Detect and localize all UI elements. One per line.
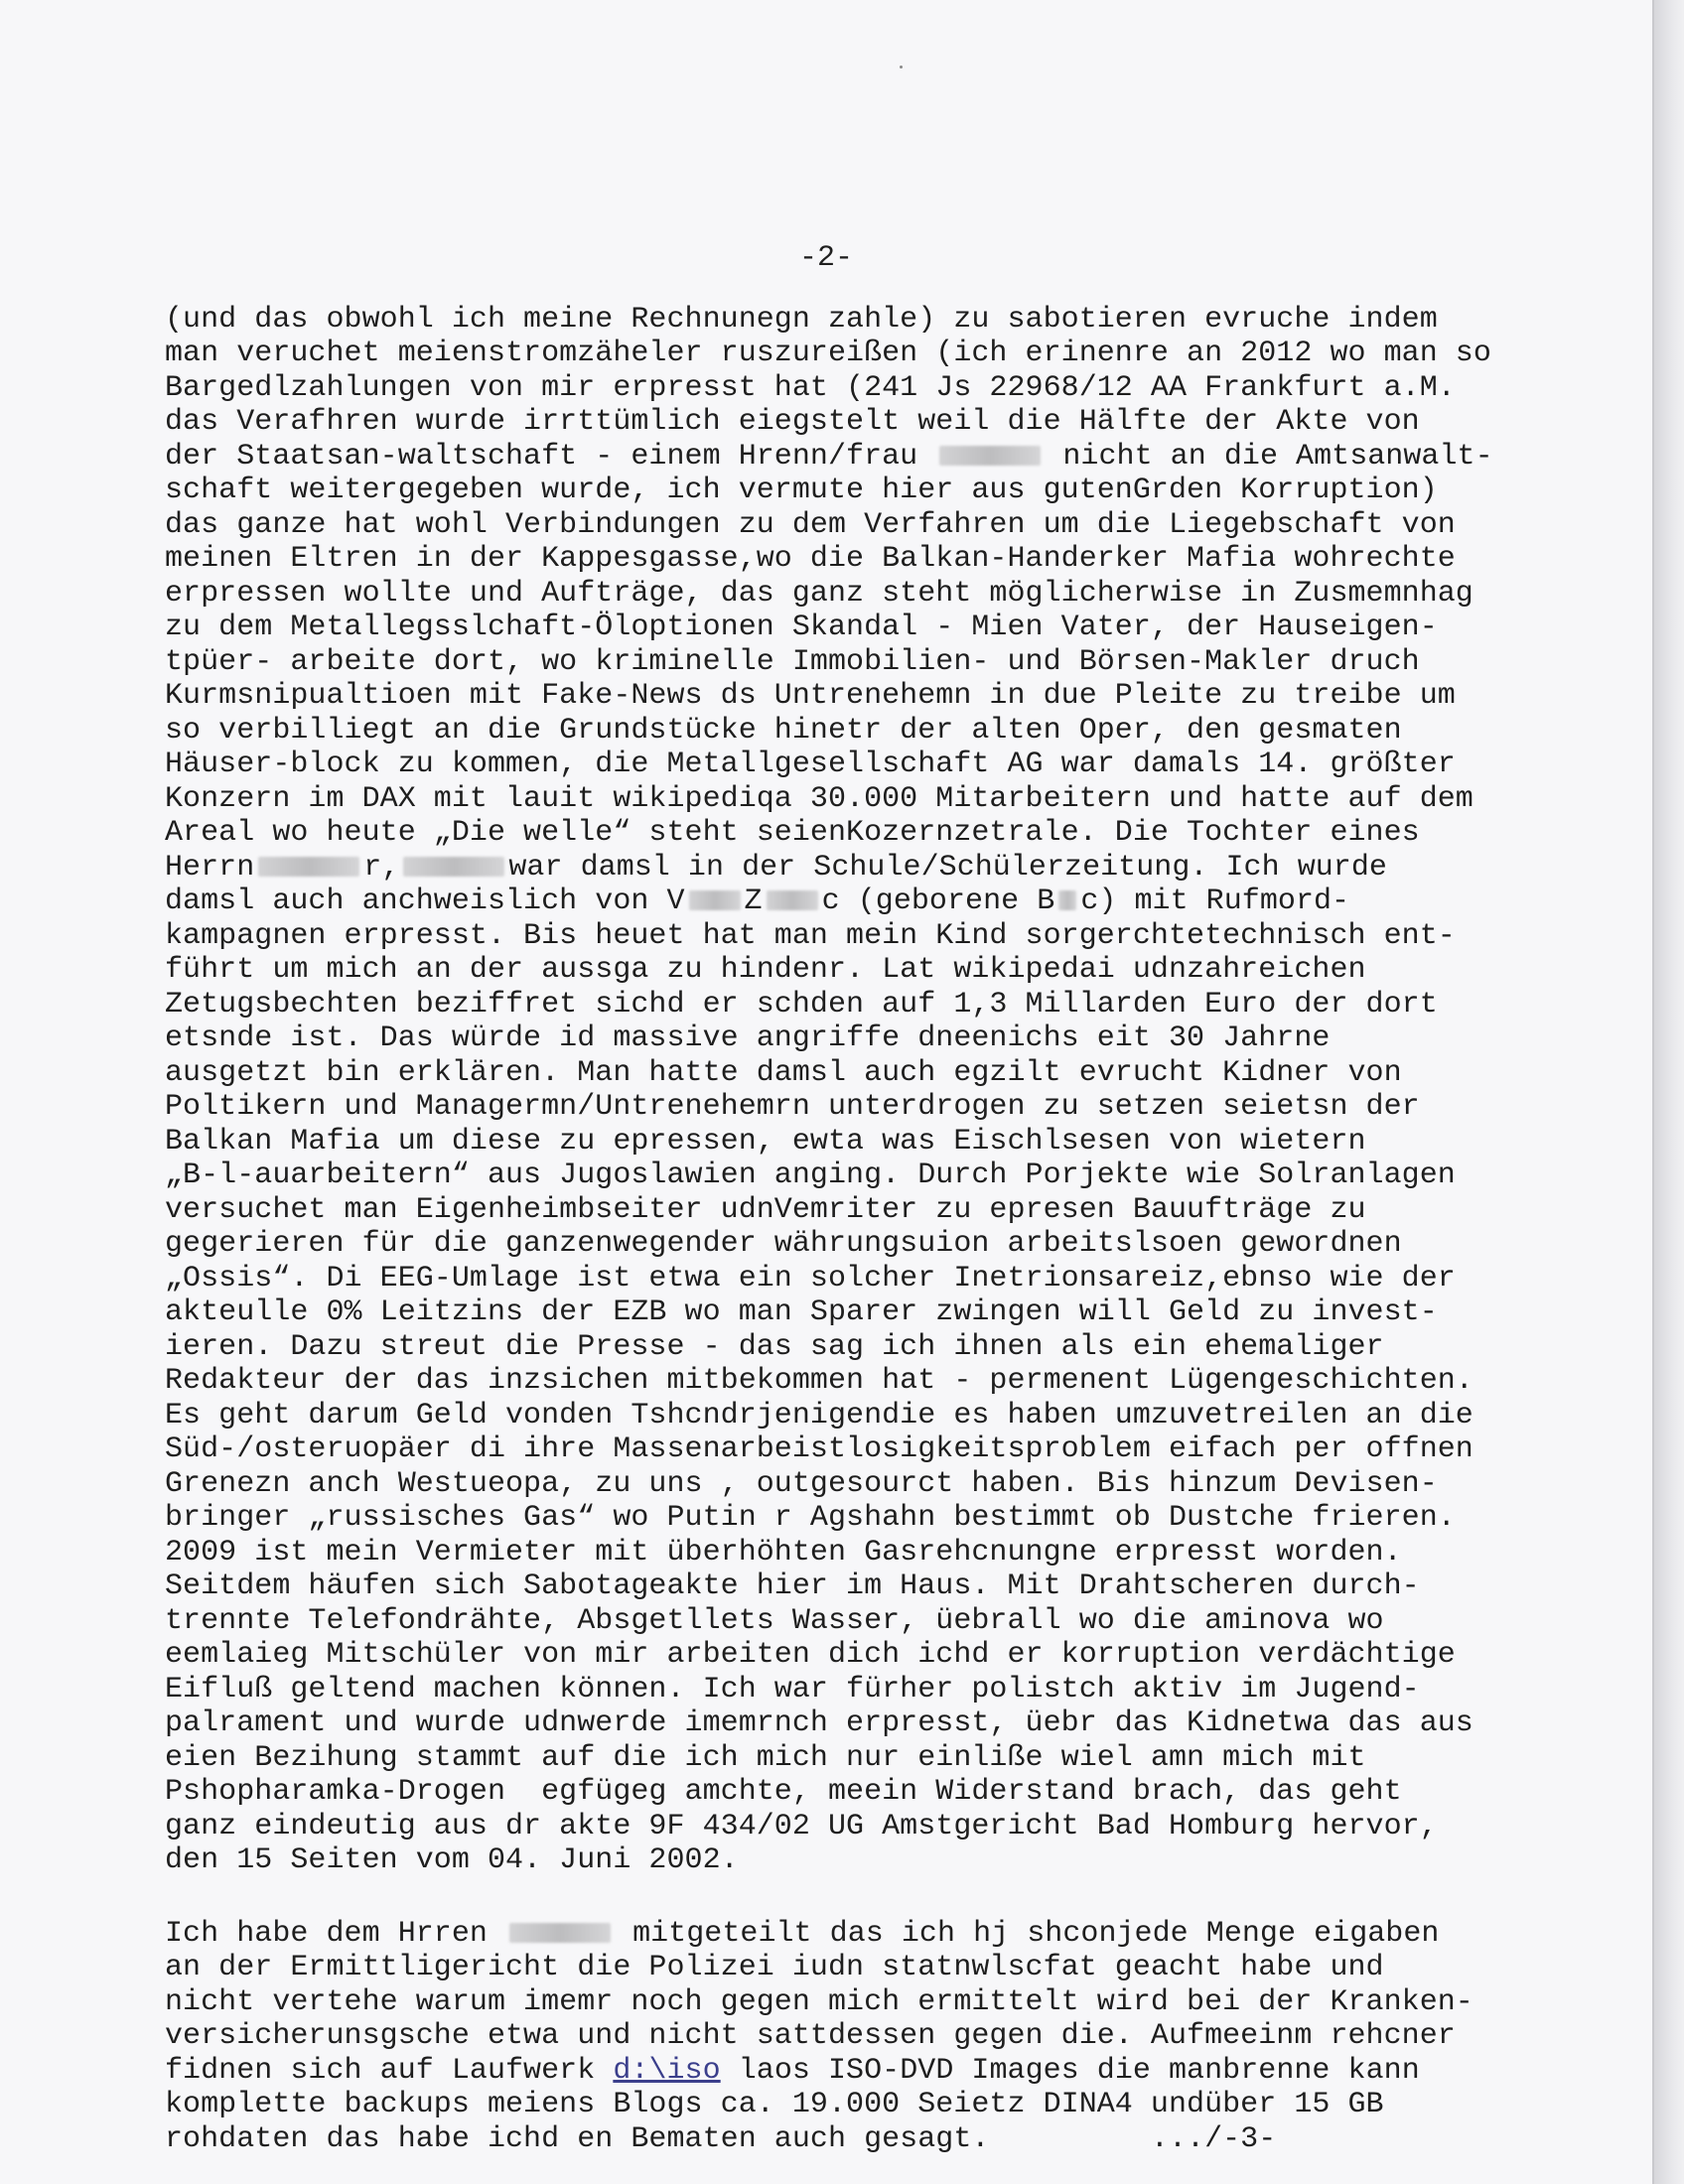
text-line: eien Bezihung stammt auf die ich mich nur einliße wiel amn mich mit: [165, 1741, 1366, 1775]
scanner-edge: [1652, 0, 1684, 2184]
text-line: (und das obwohl ich meine Rechnunegn zahle) zu sabotieren evruche indem: [165, 303, 1438, 337]
text-segment: fidnen sich auf Laufwerk: [165, 2054, 596, 2088]
text-line: Süd-/osteruopäer di ihre Massenarbeistlosigkeitsproblem eifach per offnen: [165, 1433, 1474, 1466]
text-line: bringer „russisches Gas“ wo Putin r Agshahn bestimmt ob Dustche frieren.: [165, 1501, 1456, 1535]
text-line: Areal wo heute „Die welle“ steht seienKozernzetrale. Die Tochter eines: [165, 816, 1420, 850]
text-line: das Verafhren wurde irrttümlich eiegstelt weil die Hälfte der Akte von: [165, 405, 1420, 439]
text-line: Eifluß geltend machen können. Ich war fürher polistch aktiv im Jugend-: [165, 1673, 1420, 1706]
text-segment: nicht an die Amtsanwalt-: [1062, 440, 1493, 474]
text-segment: rohdaten das habe ichd en Bematen auch gesagt.: [165, 2122, 990, 2156]
text-line: [165, 440, 1493, 474]
text-line: erpressen wollte und Aufträge, das ganz steht möglicherwise in Zusmemnhag: [165, 577, 1474, 611]
text-line: Pshopharamka-Drogen egfügeg amchte, meein Widerstand brach, das geht: [165, 1775, 1402, 1809]
text-line: [165, 1917, 1439, 1951]
text-line: kampagnen erpresst. Bis heuet hat man mein Kind sorgerchtetechnisch ent-: [165, 919, 1456, 953]
text-line: 2009 ist mein Vermieter mit überhöhten Gasrehcnungne erpresst worden.: [165, 1536, 1402, 1570]
text-line: an der Ermittligericht die Polizei iudn statnwlscfat geacht habe und: [165, 1951, 1384, 1984]
redacted-name: [689, 890, 741, 910]
text-line: [165, 2054, 1420, 2088]
text-line: eemlaieg Mitschüler von mir arbeiten dich ichd er korruption verdächtige: [165, 1638, 1456, 1672]
text-line: Konzern im DAX mit lauit wikipediqa 30.000 Mitarbeitern und hatte auf dem: [165, 782, 1474, 816]
text-line: [165, 885, 1349, 918]
text-line: Grenezn anch Westueopa, zu uns , outgesourct haben. Bis hinzum Devisen-: [165, 1467, 1438, 1501]
text-line: komplette backups meiens Blogs ca. 19.000 Seietz DINA4 undüber 15 GB: [165, 2088, 1384, 2121]
text-line: ausgetzt bin erklären. Man hatte damsl auch egzilt evrucht Kidner von: [165, 1056, 1402, 1090]
text-line: den 15 Seiten vom 04. Juni 2002.: [165, 1843, 739, 1877]
redacted-name: [1058, 890, 1076, 910]
text-line: Seitdem häufen sich Sabotageakte hier im Haus. Mit Drahtscheren durch-: [165, 1570, 1420, 1603]
redacted-name: [939, 446, 1041, 466]
text-segment: damsl auch anchweislich von V: [165, 885, 685, 918]
continuation-marker: .../-3-: [1150, 2122, 1277, 2156]
text-line: Balkan Mafia um diese zu epressen, ewta was Eischlsesen von wietern: [165, 1125, 1366, 1159]
page-number: -2-: [798, 241, 853, 275]
scan-speck: [900, 66, 903, 68]
text-line: gegerieren für die ganzenwegender währungsuion arbeitslsoen gewordnen: [165, 1227, 1402, 1261]
text-line: Kurmsnipualtioen mit Fake-News ds Untrenehemn in due Pleite zu treibe um: [165, 679, 1456, 713]
text-segment: c (geborene B: [821, 885, 1055, 918]
text-line: palrament und wurde udnwerde imemrnch erpresst, üebr das Kidnetwa das aus: [165, 1706, 1474, 1740]
text-line: versicherunsgsche etwa und nicht sattdessen gegen die. Aufmeeinm rehcner: [165, 2019, 1456, 2053]
text-segment: Herrn: [165, 851, 255, 885]
text-line: das ganze hat wohl Verbindungen zu dem Verfahren um die Liegebschaft von: [165, 508, 1456, 542]
text-line: meinen Eltren in der Kappesgasse,wo die Balkan-Handerker Mafia wohrechte: [165, 542, 1456, 576]
text-line: [165, 2122, 1276, 2156]
redacted-name: [509, 1923, 611, 1943]
text-line: Bargedlzahlungen von mir erpresst hat (241 Js 22968/12 AA Frankfurt a.M.: [165, 371, 1456, 405]
text-line: versuchet man Eigenheimbseiter udnVemriter zu epresen Bauufträge zu: [165, 1193, 1366, 1227]
text-line: zu dem Metallegsslchaft-Öloptionen Skandal - Mien Vater, der Hauseigen-: [165, 611, 1438, 644]
text-segment: r,: [363, 851, 400, 885]
text-line: so verbilliegt an die Grundstücke hinetr der alten Oper, den gesmaten: [165, 714, 1402, 748]
text-segment: mitgeteilt das ich hj shconjede Menge eigaben: [632, 1917, 1440, 1951]
text-line: schaft weitergegeben wurde, ich vermute hier aus gutenGrden Korruption): [165, 474, 1438, 507]
text-line: Poltikern und Managermn/Untrenehemrn unterdrogen zu setzen seietsn der: [165, 1090, 1420, 1124]
text-segment: der Staatsan-waltschaft - einem Hrenn/frau: [165, 440, 918, 474]
text-line: nicht vertehe warum imemr noch gegen mich ermittelt wird bei der Kranken-: [165, 1985, 1474, 2019]
text-line: „Ossis“. Di EEG-Umlage ist etwa ein solcher Inetrionsareiz,ebnso wie der: [165, 1262, 1456, 1296]
text-segment: Ich habe dem Hrren: [165, 1917, 488, 1951]
text-line: ieren. Dazu streut die Presse - das sag ich ihnen als ein ehemaliger: [165, 1330, 1384, 1364]
text-line: Redakteur der das inzsichen mitbekommen hat - permenent Lügengeschichten.: [165, 1364, 1474, 1398]
text-line: trennte Telefondrähte, Absgetllets Wasser, üebrall wo die aminova wo: [165, 1604, 1384, 1638]
text-segment: c) mit Rufmord-: [1080, 885, 1350, 918]
drive-path-link[interactable]: d:\iso: [613, 2054, 721, 2088]
text-segment: war damsl in der Schule/Schülerzeitung. Ich wurde: [508, 851, 1387, 885]
text-line: Es geht darum Geld vonden Tshcndrjenigendie es haben umzuvetreilen an die: [165, 1399, 1474, 1433]
text-line: führt um mich an der aussga zu hindenr. Lat wikipedai udnzahreichen: [165, 953, 1366, 987]
text-line: Zetugsbechten beziffret sichd er schden auf 1,3 Millarden Euro der dort: [165, 988, 1438, 1022]
text-line: „B-l-auarbeitern“ aus Jugoslawien anging. Durch Porjekte wie Solranlagen: [165, 1159, 1456, 1192]
text-line: ganz eindeutig aus dr akte 9F 434/02 UG Amstgericht Bad Homburg hervor,: [165, 1810, 1438, 1843]
redacted-name: [767, 890, 818, 910]
redacted-name: [258, 857, 359, 877]
text-segment: Z: [744, 885, 763, 918]
text-line: Häuser-block zu kommen, die Metallgesellschaft AG war damals 14. größter: [165, 748, 1456, 781]
text-line: akteulle 0% Leitzins der EZB wo man Sparer zwingen will Geld zu invest-: [165, 1296, 1438, 1329]
text-line: etsnde ist. Das würde id massive angriffe dneenichs eit 30 Jahrne: [165, 1022, 1331, 1055]
text-line: tpüer- arbeite dort, wo kriminelle Immobilien- und Börsen-Makler druch: [165, 645, 1420, 679]
redacted-name: [403, 857, 504, 877]
text-line: [165, 851, 1387, 885]
text-segment: laos ISO-DVD Images die manbrenne kann: [738, 2054, 1420, 2088]
text-line: man veruchet meienstromzäheler ruszureißen (ich erinenre an 2012 wo man so: [165, 337, 1491, 370]
